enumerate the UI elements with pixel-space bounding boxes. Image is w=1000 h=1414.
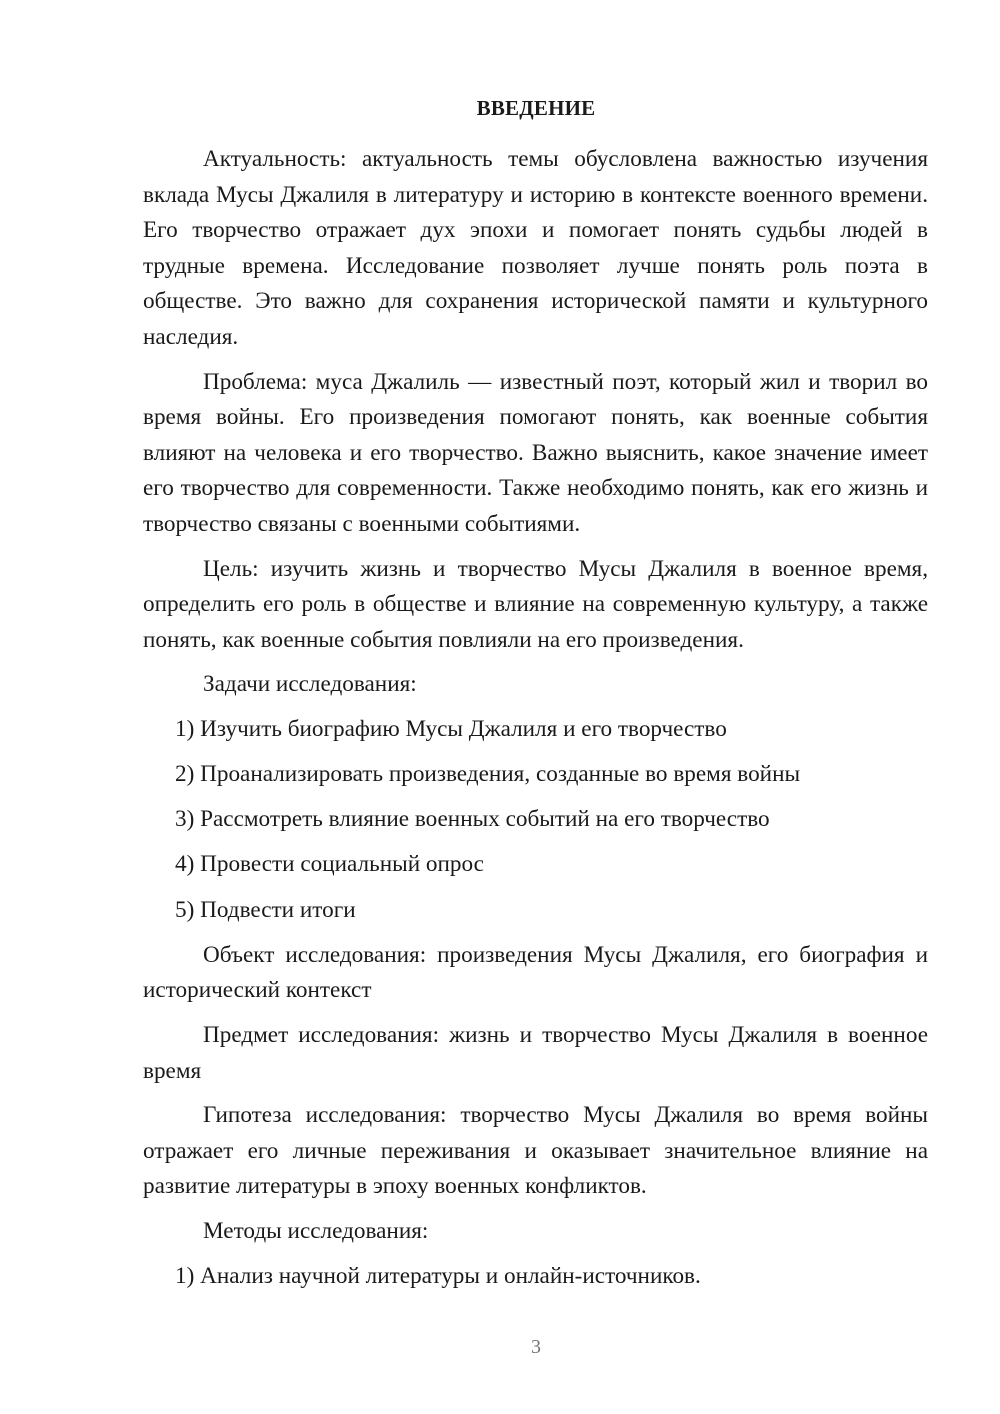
paragraph-problem: Проблема: муса Джалиль — известный поэт, который жил и творил во время войны. Его произведения помогают понять, как военные события влияют на человека и его творчество. Важно выяснить, какое значение имеет его творчество для современности. Также необходимо понять, как его жизнь и творчество связаны с военными событиями. xyxy=(143,368,928,537)
task-item: 5) Подвести итоги xyxy=(175,896,356,923)
section-heading: ВВЕДЕНИЕ xyxy=(476,96,596,120)
paragraph-subject: Предмет исследования: жизнь и творчество Мусы Джалиля в военное время xyxy=(143,1022,928,1084)
document-body xyxy=(143,142,928,1304)
paragraph-hypothesis: Гипотеза исследования: творчество Мусы Джалиля во время войны отражает его личные переживания и оказывает значительное влияние на развитие литературы в эпоху военных конфликтов. xyxy=(143,1102,928,1200)
task-item: 4) Провести социальный опрос xyxy=(175,851,484,878)
paragraph-tasks-title: Задачи исследования: xyxy=(203,671,417,698)
task-item: 3) Рассмотреть влияние военных событий на его творчество xyxy=(175,806,770,833)
paragraph-goal: Цель: изучить жизнь и творчество Мусы Джалиля в военное время, определить его роль в обществе и влияние на современную культуру, а также понять, как военные события повлияли на его произведения. xyxy=(143,555,928,653)
task-item: 2) Проанализировать произведения, созданные во время войны xyxy=(175,761,801,788)
paragraph-relevance: Актуальность: актуальность темы обусловлена важностью изучения вклада Мусы Джалиля в литературу и историю в контексте военного времени. Его творчество отражает дух эпохи и помогает понять судьбы людей в трудные времена. Исследование позволяет лучше понять роль поэта в обществе. Это важно для сохранения исторической памяти и культурного наследия. xyxy=(143,146,928,350)
paragraph-object: Объект исследования: произведения Мусы Джалиля, его биография и исторический контекст xyxy=(143,941,928,1004)
task-item: 1) Изучить биографию Мусы Джалиля и его творчество xyxy=(175,715,727,742)
method-item: 1) Анализ научной литературы и онлайн-источников. xyxy=(175,1262,701,1289)
page-number: 3 xyxy=(531,1336,541,1358)
paragraph-methods-title: Методы исследования: xyxy=(203,1218,429,1244)
